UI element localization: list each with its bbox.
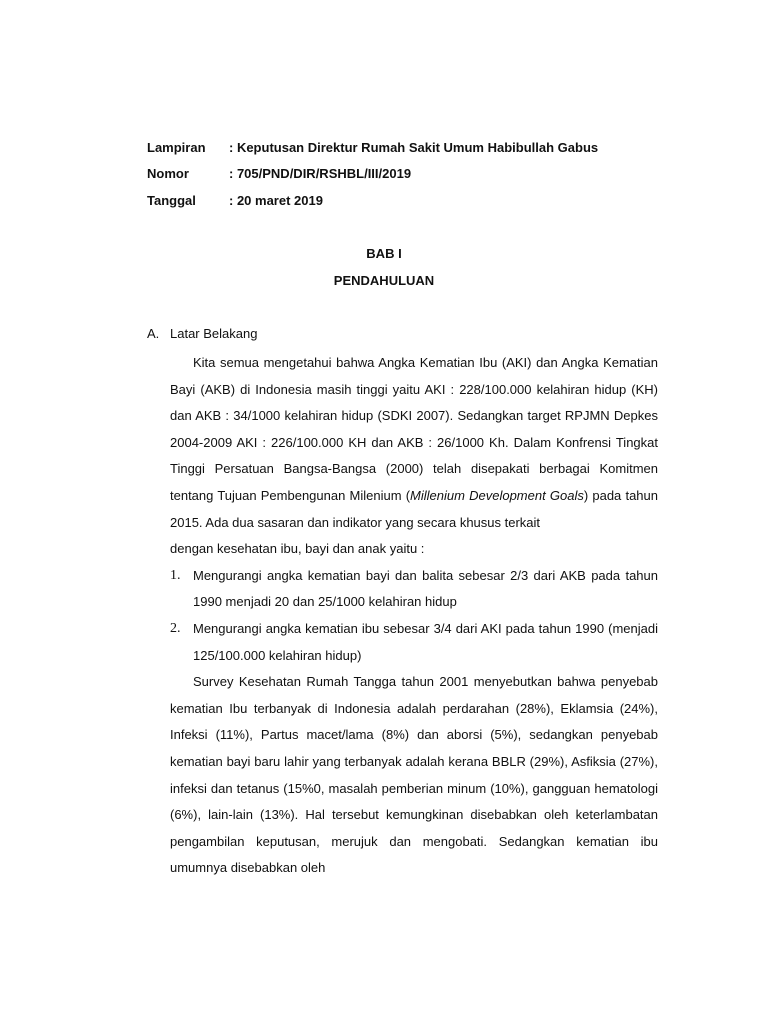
header-value: : 20 maret 2019 [229, 193, 323, 208]
header-row-lampiran [147, 140, 667, 156]
list-item [170, 563, 658, 616]
paragraph-text: Kita semua mengetahui bahwa Angka Kematian Ibu (AKI) dan Angka Kematian Bayi (AKB) di Indonesia masih tinggi yaitu AKI : 228/100.000 kelahiran hidup (KH) dan AKB : 34/1000 kelahiran hidup (SDKI 2007). Sedangkan target RPJMN Depkes 2004-2009 AKI : 226/100.000 KH dan AKB : 26/1000 Kh. Dalam Konfrensi Tingkat Tinggi Persatuan Bangsa-Bangsa (2000) telah disepakati berbagai Komitmen tentang Tujuan Pembengunan Milenium ( [170, 355, 658, 503]
header-label: Nomor [147, 166, 189, 181]
paragraph [170, 350, 658, 536]
list-text: Mengurangi angka kematian bayi dan balita sebesar 2/3 dari AKB pada tahun 1990 menjadi 20 dan 25/1000 kelahiran hidup [193, 567, 658, 610]
chapter-number: BAB I [366, 246, 402, 261]
list-item [170, 616, 658, 669]
list-number: 2. [170, 620, 181, 636]
list-number: 1. [170, 567, 181, 583]
list-text: Mengurangi angka kematian ibu sebesar 3/4 dari AKI pada tahun 1990 (menjadi 125/100.000 kelahiran hidup) [193, 620, 658, 663]
section-letter: A. [147, 326, 160, 341]
header-row-nomor [147, 166, 667, 182]
header-label: Lampiran [147, 140, 206, 155]
header-label: Tanggal [147, 193, 196, 208]
header-row-tanggal [147, 193, 667, 209]
paragraph-text: ) pada tahun 2015. Ada dua sasaran dan indikator yang secara khusus terkait [170, 487, 658, 530]
header-value: : 705/PND/DIR/RSHBL/III/2019 [229, 166, 412, 181]
header-value: : Keputusan Direktur Rumah Sakit Umum Habibullah Gabus [229, 140, 599, 155]
body-text [170, 350, 658, 882]
italic-term: Millenium Development Goals [410, 487, 584, 503]
section-title: Latar Belakang [170, 326, 258, 341]
section-heading [147, 326, 257, 342]
paragraph: Survey Kesehatan Rumah Tangga tahun 2001 menyebutkan bahwa penyebab kematian Ibu terbanyak di Indonesia adalah perdarahan (28%), Eklamsia (24%), Infeksi (11%), Partus macet/lama (8%) dan aborsi (5%), sedangkan penyebab kematian bayi baru lahir yang terbanyak adalah kerana BBLR (29%), Asfiksia (27%), infeksi dan tetanus (15%0, masalah pemberian minum (10%), gangguan hematologi (6%), lain-lain (13%). Hal tersebut kemungkinan disebabkan oleh keterlambatan pengambilan keputusan, merujuk dan mengobati. Sedangkan kematian ibu umumnya disebabkan oleh [170, 674, 658, 876]
chapter-title: PENDAHULUAN [333, 273, 435, 288]
paragraph: dengan kesehatan ibu, bayi dan anak yaitu : [170, 541, 425, 557]
